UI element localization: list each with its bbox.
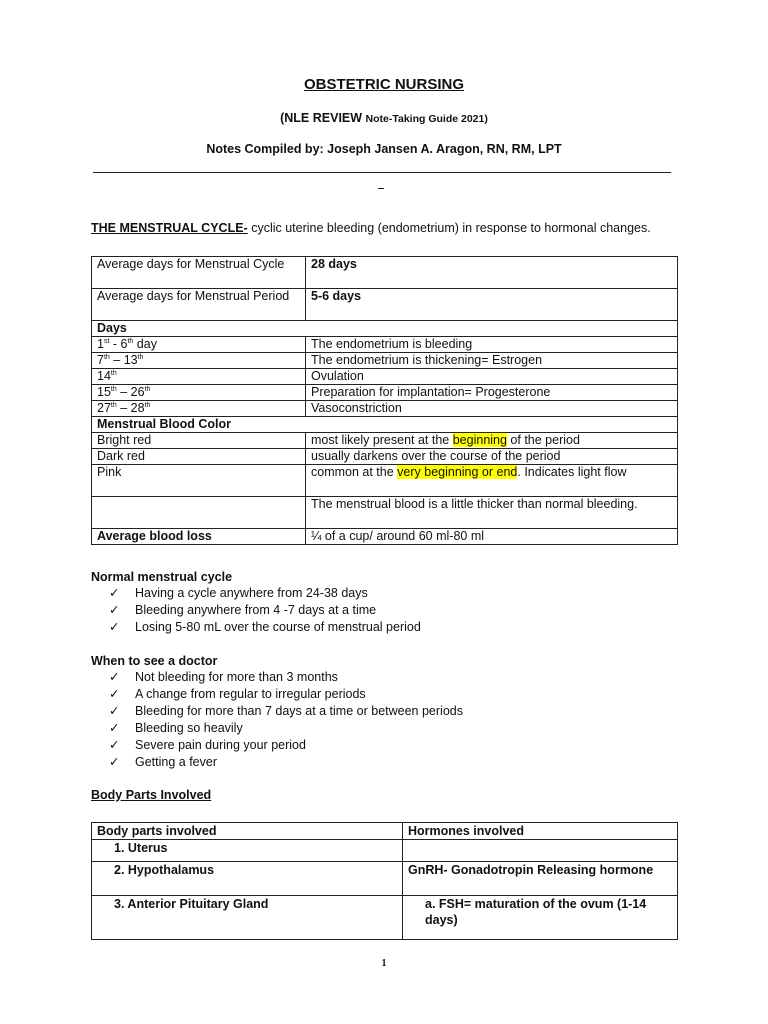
- list-item-text: Severe pain during your period: [135, 738, 306, 752]
- day-start: 1: [97, 337, 104, 351]
- table-row: [92, 337, 678, 353]
- document-subtitle: [0, 111, 768, 125]
- day-start-suffix: th: [110, 370, 117, 377]
- table-row: [92, 497, 678, 529]
- check-icon: ✓: [109, 721, 120, 735]
- page-number: 1: [381, 958, 387, 969]
- pink-text: common at the: [311, 465, 398, 479]
- day-start: 27: [97, 401, 111, 415]
- day-end: – 26: [116, 385, 145, 399]
- bright-red-text-end: of the period: [506, 433, 580, 447]
- intro-text: cyclic uterine bleeding (endometrium) in response to hormonal changes.: [247, 221, 651, 235]
- day-end-suffix: th: [144, 386, 151, 393]
- table-row: [92, 401, 678, 417]
- list-item-text: Having a cycle anywhere from 24-38 days: [135, 586, 368, 600]
- day-start: 7: [97, 353, 104, 367]
- doctor-heading: When to see a doctor: [91, 654, 218, 668]
- check-icon: ✓: [109, 687, 120, 701]
- empty-cell: [92, 497, 306, 529]
- check-icon: ✓: [109, 670, 120, 684]
- column-header-hormones: Hormones involved: [403, 823, 678, 840]
- list-item: [109, 686, 463, 703]
- list-item-text: Losing 5-80 mL over the course of menstrual period: [135, 620, 421, 634]
- table-row: [92, 465, 678, 497]
- subtitle-main: (NLE REVIEW: [280, 111, 366, 125]
- blood-loss-label: Average blood loss: [92, 529, 306, 545]
- avg-cycle-value: 28 days: [306, 257, 678, 289]
- day-range: [92, 369, 306, 385]
- day-end: - 6: [109, 337, 128, 351]
- day-end-suffix: th: [127, 338, 134, 345]
- doctor-list: [109, 669, 463, 771]
- day-word: day: [133, 337, 157, 351]
- list-item: [109, 585, 421, 602]
- blood-loss-value: ¼ of a cup/ around 60 ml-80 ml: [306, 529, 678, 545]
- body-part-cell: 3. Anterior Pituitary Gland: [92, 896, 403, 940]
- day-description: The endometrium is thickening= Estrogen: [306, 353, 678, 369]
- list-item-text: A change from regular to irregular periods: [135, 687, 366, 701]
- body-part-cell: 1. Uterus: [92, 840, 403, 862]
- hormone-cell: [403, 840, 678, 862]
- check-icon: ✓: [109, 755, 120, 769]
- body-parts-heading: Body Parts Involved: [91, 788, 212, 802]
- pink-description: [306, 465, 678, 497]
- table-row: [92, 369, 678, 385]
- list-item: [109, 720, 463, 737]
- menstrual-cycle-table: [91, 256, 678, 545]
- bright-red-description: [306, 433, 678, 449]
- day-start-suffix: th: [110, 402, 117, 409]
- day-end: – 28: [116, 401, 145, 415]
- table-row: [92, 862, 678, 896]
- day-start: 14: [97, 369, 111, 383]
- list-item: [109, 602, 421, 619]
- avg-period-value: 5-6 days: [306, 289, 678, 321]
- highlighted-text: beginning: [452, 433, 507, 447]
- day-description: Ovulation: [306, 369, 678, 385]
- list-item: [109, 669, 463, 686]
- day-end-suffix: th: [144, 402, 151, 409]
- day-start-suffix: st: [103, 338, 110, 345]
- document-title: OBSTETRIC NURSING: [303, 76, 464, 93]
- day-description: Preparation for implantation= Progesterone: [306, 385, 678, 401]
- bright-red-text: most likely present at the: [311, 433, 453, 447]
- blood-color-header: Menstrual Blood Color: [92, 417, 678, 433]
- list-item-text: Getting a fever: [135, 755, 217, 769]
- day-start-suffix: th: [110, 386, 117, 393]
- compiled-by: Notes Compiled by: Joseph Jansen A. Aragon, RN, RM, LPT: [206, 142, 562, 156]
- dark-red-label: Dark red: [92, 449, 306, 465]
- list-item: [109, 737, 463, 754]
- table-row: [92, 289, 678, 321]
- avg-period-label: Average days for Menstrual Period: [92, 289, 306, 321]
- table-row: [92, 321, 678, 337]
- normal-cycle-heading: Normal menstrual cycle: [91, 570, 233, 584]
- day-start-suffix: th: [103, 354, 110, 361]
- check-icon: ✓: [109, 704, 120, 718]
- menstrual-cycle-intro: [91, 220, 681, 237]
- highlighted-text: very beginning or end: [397, 465, 518, 479]
- day-range: [92, 337, 306, 353]
- day-range: [92, 401, 306, 417]
- day-description: Vasoconstriction: [306, 401, 678, 417]
- table-row: [92, 823, 678, 840]
- table-row: [92, 529, 678, 545]
- list-item-text: Bleeding for more than 7 days at a time or between periods: [135, 704, 463, 718]
- table-row: [92, 417, 678, 433]
- hormone-cell: GnRH- Gonadotropin Releasing hormone: [403, 862, 678, 896]
- subtitle-small: Note-Taking Guide 2021): [365, 113, 488, 125]
- days-header: Days: [92, 321, 678, 337]
- list-item-text: Bleeding so heavily: [135, 721, 243, 735]
- dark-red-description: usually darkens over the course of the period: [306, 449, 678, 465]
- column-header-parts: Body parts involved: [92, 823, 403, 840]
- check-icon: ✓: [109, 603, 120, 617]
- bright-red-label: Bright red: [92, 433, 306, 449]
- horizontal-rule-dash: [378, 188, 384, 189]
- day-start: 15: [97, 385, 111, 399]
- table-row: [92, 449, 678, 465]
- avg-cycle-label: Average days for Menstrual Cycle: [92, 257, 306, 289]
- normal-cycle-list: [109, 585, 421, 636]
- table-row: [92, 840, 678, 862]
- thickness-description: The menstrual blood is a little thicker than normal bleeding.: [306, 497, 678, 529]
- check-icon: ✓: [109, 586, 120, 600]
- table-row: [92, 433, 678, 449]
- day-description: The endometrium is bleeding: [306, 337, 678, 353]
- list-item: [109, 703, 463, 720]
- list-item: [109, 754, 463, 771]
- table-row: [92, 353, 678, 369]
- table-row: [92, 896, 678, 940]
- pink-text-end: . Indicates light flow: [517, 465, 627, 479]
- day-end-suffix: th: [137, 354, 144, 361]
- table-row: [92, 257, 678, 289]
- list-item: [109, 619, 421, 636]
- list-item-text: Not bleeding for more than 3 months: [135, 670, 338, 684]
- hormone-cell: a. FSH= maturation of the ovum (1-14 days): [403, 896, 678, 940]
- body-part-cell: 2. Hypothalamus: [92, 862, 403, 896]
- intro-heading: THE MENSTRUAL CYCLE-: [91, 221, 248, 235]
- table-row: [92, 385, 678, 401]
- day-range: [92, 353, 306, 369]
- day-range: [92, 385, 306, 401]
- check-icon: ✓: [109, 620, 120, 634]
- list-item-text: Bleeding anywhere from 4 -7 days at a time: [135, 603, 377, 617]
- horizontal-rule: [93, 172, 671, 173]
- check-icon: ✓: [109, 738, 120, 752]
- body-parts-table: [91, 822, 678, 940]
- day-end: – 13: [109, 353, 138, 367]
- pink-label: Pink: [92, 465, 306, 497]
